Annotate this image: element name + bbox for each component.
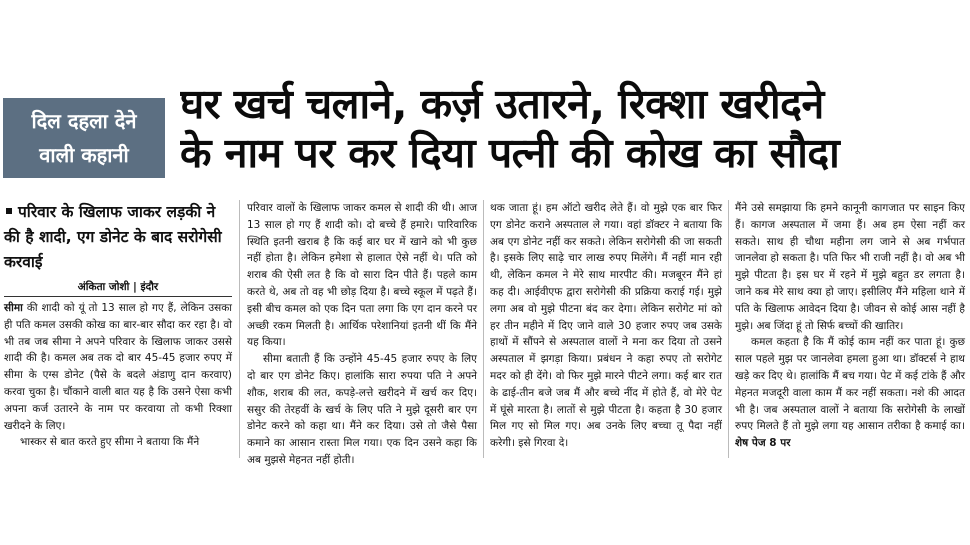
subheadline: [4, 200, 232, 275]
column-2-paragraph-1: परिवार वालों के खिलाफ जाकर कमल से शादी की थी। आज 13 साल हो गए हैं शादी को। दो बच्चे हैं हमारे। पारिवारिक स्थिति इतनी खराब है कि कई बार घर में खाने को भी कुछ नहीं होता है। लेकिन हमेशा से हालात ऐसे नहीं थे। पति को शराब की ऐसी लत है कि वो सारा दिन पीते हैं। पहले काम करते थे, अब तो वह भी छोड़ दिया है। बच्चे स्कूल में पढ़ते हैं। इसी बीच कमल को एक दिन पता लगा कि एग दान करने पर अच्छी रकम मिलती है। आर्थिक परेशानियां इतनी थीं कि मैंने यह किया।: [247, 202, 477, 349]
column-divider: [728, 200, 729, 458]
column-divider: [483, 200, 484, 458]
kicker-line-1: दिल दहला देने: [31, 109, 137, 133]
article-column-2: [247, 200, 477, 469]
byline-city: इंदौर: [140, 281, 159, 293]
column-4-paragraph-2-text: कमल कहता है कि मैं कोई काम नहीं कर पाता हूं। कुछ साल पहले मुझ पर जानलेवा हमला हुआ था। डॉक्टर्स ने हाथ खड़े कर दिए थे। हालांकि मैं बच गया। पेट में कई टांके हैं और मेहनत मजदूरी वाला काम मैं कर नहीं सकता। नशे की आदत भी है। जब अस्पताल वालों ने बताया कि सरोगेसी के लाखों रुपए मिलते हैं तो मुझे लगा यह आसान तरीका है कमाई का।: [735, 336, 965, 433]
headline: [180, 80, 965, 178]
article-column-3: [490, 200, 722, 452]
subheadline-text: परिवार के खिलाफ जाकर लड़की ने की है शादी, एग डोनेट के बाद सरोगेसी करवाई: [4, 203, 222, 271]
article-column-4: [735, 200, 965, 452]
byline-separator: |: [129, 281, 141, 293]
column-1-paragraph-1-text: की शादी को यूं तो 13 साल हो गए हैं, लेकिन उसका ही पति कमल उसकी कोख का बार-बार सौदा कर रहा है। वो भी तब जब सीमा ने अपने परिवार के खिलाफ जाकर उससे शादी की है। कमल अब तक दो बार 45-45 हजार रुपए में सीमा के एग्स डोनेट (पैसे के बदले अंडाणु दान करवाए) करवा चुका है। चौंकाने वाली बात यह है कि उसने ऐसा कभी अपना कर्ज उतारने के नाम पर करवाया तो कभी रिक्शा खरीदने के लिए।: [4, 302, 232, 432]
headline-line-1: घर खर्च चलाने, कर्ज़ उतारने, रिक्शा खरीदने: [180, 80, 824, 128]
byline-author: अंकिता जोशी: [77, 281, 130, 293]
continued-on-page-note[interactable]: शेष पेज 8 पर: [735, 437, 791, 450]
column-4-paragraph-2: [735, 334, 965, 452]
column-1-paragraph-2: भास्कर से बात करते हुए सीमा ने बताया कि मैंने: [20, 436, 200, 449]
kicker-box: [3, 98, 165, 178]
column-3-paragraph-1: थक जाता हूं। हम ऑटो खरीद लेते हैं। वो मुझे एक बार फिर एग डोनेट कराने अस्पताल ले गया। वहां डॉक्टर ने बताया कि अब एग डोनेट नहीं कर सकते। लेकिन सरोगेसी की जा सकती है। इसके लिए साढ़े चार लाख रुपए मिलेंगे। मैं नहीं मान रही थी, लेकिन कमल ने मेरे साथ मारपीट की। मजबूरन मैंने हां कह दी। आईवीएफ द्वारा सरोगेसी की प्रक्रिया कराई गई। मुझे लगा अब वो मुझे पीटना बंद कर देगा। लेकिन सरोगेट मां को हर तीन महीने में दिए जाने वाले 30 हजार रुपए जब उसके हाथों में सौंपने से अस्पताल वालों ने मना कर दिया तो उसने अस्पताल में झगड़ा किया। प्रबंधन ने कहा रुपए तो सरोगेट मदर को ही देंगे। वो फिर मुझे मारने पीटने लगा। कई बार रात के ढाई-तीन बजे जब मैं और बच्चे नींद में होते हैं, वो मेरे पेट में घूंसे मारता है। लातों से मुझे पीटता है। कहता है 30 हजार मिल गए सो मिल गए। अब उनके लिए बच्चा तू पैदा नहीं करेगी। इसे गिरवा दे।: [490, 202, 722, 450]
column-2-paragraph-2: सीमा बताती हैं कि उन्होंने 45-45 हजार रुपए के लिए दो बार एग डोनेट किए। हालांकि सारा रुपया पति ने अपने शौक, शराब की लत, कपड़े-लत्ते खरीदने में खर्च कर दिए। ससुर की तेरहवीं के खर्च के लिए पति ने मुझे दूसरी बार एग डोनेट करने को कहा था। मैंने कर दिया। उसे तो जैसे पैसा कमाने का आसान रास्ता मिल गया। एक दिन उसने कहा कि अब मुझसे मेहनत नहीं होती।: [247, 353, 477, 466]
column-4-paragraph-1: मैंने उसे समझाया कि हमने कानूनी कागजात पर साइन किए हैं। कागज अस्पताल में जमा हैं। अब हम ऐसा नहीं कर सकते। साथ ही चौथा महीना लग जाने से अब गर्भपात जानलेवा हो सकता है। पति फिर भी राजी नहीं है। वो अब भी मुझे पीटता है। इस घर में रहने में मुझे बहुत डर लगता है। जाने कब मेरे साथ क्या हो जाए। इसीलिए मैंने महिला थाने में पति के खिलाफ आवेदन दिया है। जीवन से कोई आस नहीं है मुझे। अब जिंदा हूं तो सिर्फ बच्चों की खातिर।: [735, 202, 965, 332]
byline: [4, 280, 232, 297]
lead-name: सीमा: [4, 302, 23, 314]
column-1-paragraph-1: [4, 300, 232, 434]
bullet-icon: [6, 208, 12, 214]
column-divider: [239, 200, 240, 458]
headline-line-2: के नाम पर कर दिया पत्नी की कोख का सौदा: [180, 129, 840, 177]
kicker-line-2: वाली कहानी: [39, 143, 129, 167]
article-column-1: [4, 300, 232, 451]
